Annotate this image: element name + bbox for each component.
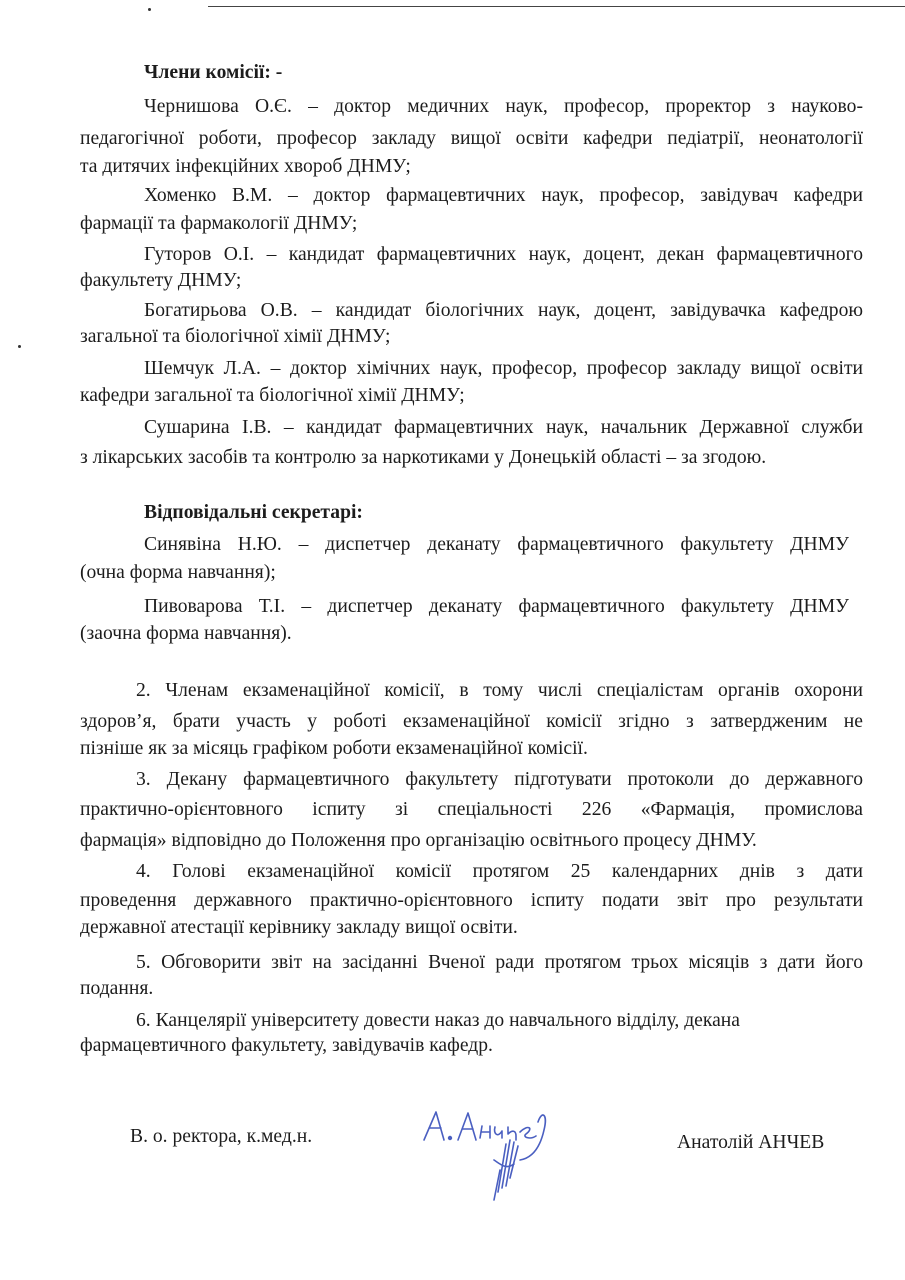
secretary-line: (заочна форма навчання). [80,623,292,644]
item-line: практично-орієнтовного іспиту зі спеціальності 226 «Фармація, промислова [80,799,863,820]
item-line: подання. [80,978,154,999]
signatory-name: Анатолій АНЧЕВ [677,1132,825,1153]
member-line: Богатирьова О.В. – кандидат біологічних наук, доцент, завідувачка кафедрою [144,300,863,321]
item-line: 5. Обговорити звіт на засіданні Вченої ради протягом трьох місяців з дати його [136,952,863,973]
member-line: Хоменко В.М. – доктор фармацевтичних наук, професор, завідувач кафедри [144,185,863,206]
secretaries-heading: Відповідальні секретарі: [144,502,363,523]
item-line: фармація» відповідно до Положення про організацію освітнього процесу ДНМУ. [80,830,757,851]
top-border-line [208,6,905,7]
item-line: 2. Членам екзаменаційної комісії, в тому числі спеціалістам органів охорони [136,680,863,701]
member-line: з лікарських засобів та контролю за наркотиками у Донецькій області – за згодою. [80,447,767,468]
members-heading: Члени комісії: - [144,62,283,83]
item-line: державної атестації керівнику закладу вищої освіти. [80,917,518,938]
member-line: Шемчук Л.А. – доктор хімічних наук, професор, професор закладу вищої освіти [144,358,863,379]
item-line: фармацевтичного факультету, завідувачів кафедр. [80,1035,493,1056]
item-line: 6. Канцелярії університету довести наказ до навчального відділу, декана [136,1010,740,1031]
member-line: Гуторов О.І. – кандидат фармацевтичних наук, доцент, декан фармацевтичного [144,244,863,265]
item-line: 4. Голові екзаменаційної комісії протягом 25 календарних днів з дати [136,861,863,882]
member-line: фармації та фармакології ДНМУ; [80,213,358,234]
member-line: факультету ДНМУ; [80,270,242,291]
item-line: пізніше як за місяць графіком роботи екзаменаційної комісії. [80,738,588,759]
signatory-position: В. о. ректора, к.мед.н. [130,1126,313,1147]
secretary-line: Пивоварова Т.І. – диспетчер деканату фармацевтичного факультету ДНМУ [144,596,849,617]
scan-speck [148,8,151,11]
secretary-line: (очна форма навчання); [80,562,276,583]
member-line: кафедри загальної та біологічної хімії ДНМУ; [80,385,465,406]
item-line: 3. Декану фармацевтичного факультету підготувати протоколи до державного [136,769,863,790]
scan-speck [18,345,21,348]
handwritten-signature [410,1100,560,1205]
member-line: педагогічної роботи, професор закладу вищої освіти кафедри педіатрії, неонатології [80,128,863,149]
item-line: здоров’я, брати участь у роботі екзаменаційної комісії згідно з затвердженим не [80,711,863,732]
secretary-line: Синявіна Н.Ю. – диспетчер деканату фармацевтичного факультету ДНМУ [144,534,849,555]
member-line: та дитячих інфекційних хвороб ДНМУ; [80,156,411,177]
member-line: Чернишова О.Є. – доктор медичних наук, професор, проректор з науково- [144,96,863,117]
member-line: Сушарина І.В. – кандидат фармацевтичних наук, начальник Державної служби [144,417,863,438]
item-line: проведення державного практично-орієнтовного іспиту подати звіт про результати [80,890,863,911]
member-line: загальної та біологічної хімії ДНМУ; [80,326,391,347]
